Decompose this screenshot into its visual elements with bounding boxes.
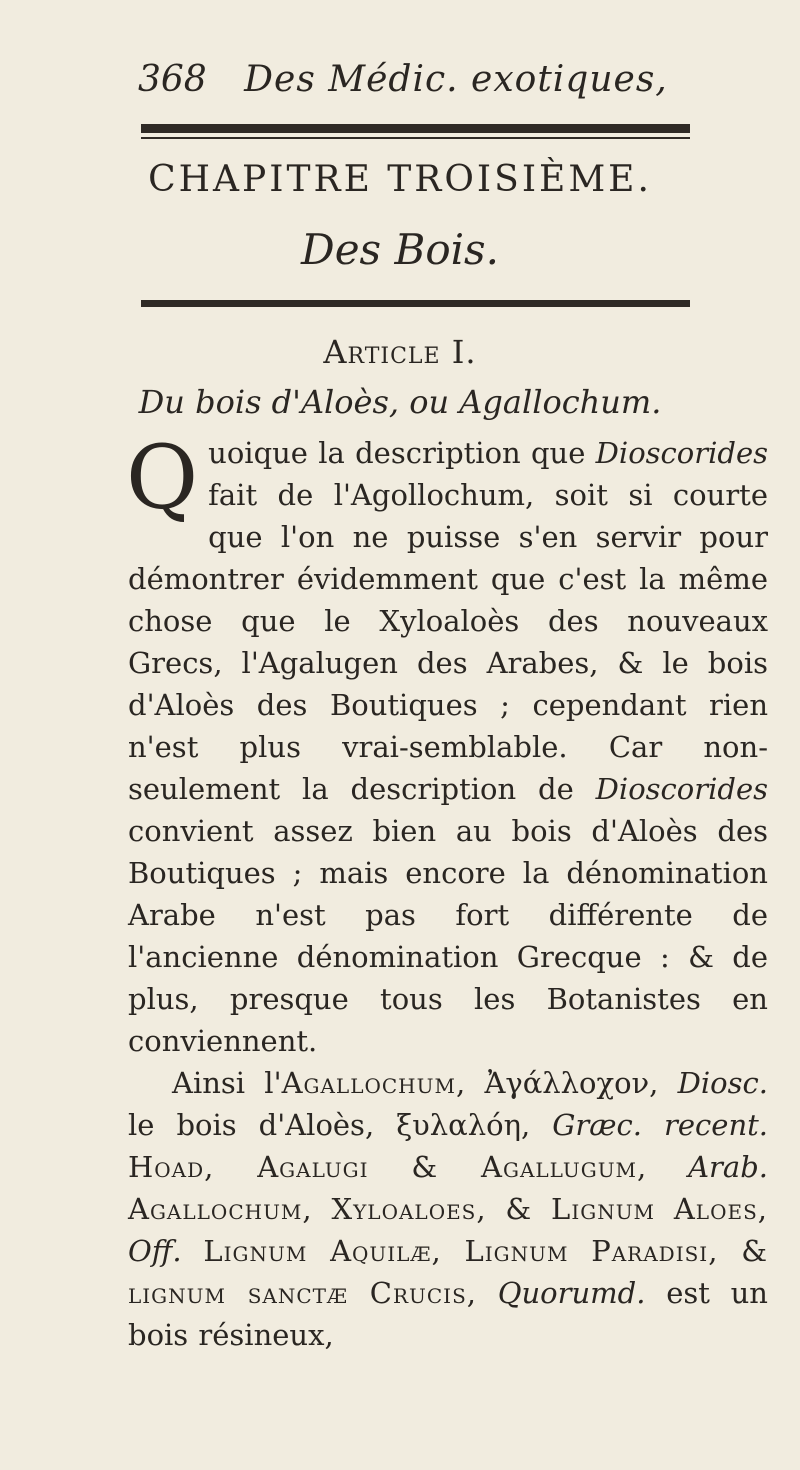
text-run-smallcaps: Lignum Aquilæ, Lignum Paradisi, & lignum sanctæ Crucis,	[128, 1234, 769, 1310]
body-text	[126, 426, 769, 1356]
article-subtitle: Du bois d'Aloès, ou Agallochum.	[138, 383, 662, 421]
text-run-italic: Off.	[128, 1234, 182, 1268]
running-head	[138, 60, 698, 100]
page-number: 368	[138, 59, 207, 100]
text-run	[477, 1276, 498, 1310]
text-run-italic: Dioscorides	[595, 772, 768, 806]
section-title: Des Bois.	[301, 225, 499, 274]
text-run-italic: Dioscorides	[595, 436, 768, 470]
text-run	[182, 1234, 204, 1268]
text-run: , Ἀγάλλοχον,	[455, 1066, 678, 1100]
paragraph-1	[126, 426, 768, 1062]
text-run-italic: Diosc.	[677, 1066, 768, 1100]
text-run: convient assez bien au bois d'Aloès des Boutiques ; mais encore la dénomination Arabe n'est pas fort différente de l'ancienne dénomination Grecque : & de plus, presque tous les Botanistes en conviennent.	[128, 814, 768, 1058]
drop-cap: Q	[126, 426, 199, 529]
text-run-italic: Græc. recent.	[552, 1108, 768, 1142]
header-rule-thin	[141, 137, 690, 139]
text-run-smallcaps: Agallochum	[281, 1066, 456, 1100]
text-run-italic: Arab.	[688, 1150, 768, 1184]
text-run: le bois d'Aloès, ξυλαλόη,	[128, 1108, 553, 1142]
section-rule	[141, 300, 690, 307]
paragraph-2	[128, 1062, 768, 1356]
text-run: est un bois résineux,	[128, 1276, 768, 1352]
running-title: Des Médic. exotiques,	[244, 59, 668, 100]
text-run: ,	[637, 1150, 689, 1184]
header-rule-thick	[141, 124, 690, 133]
chapter-title: CHAPITRE TROISIÈME.	[148, 159, 652, 200]
text-run: fait de l'Agollochum, soit si courte que l'on ne puisse s'en servir pour démontrer évidemment que c'est la même chose que le Xyloaloès des nouveaux Grecs, l'Agalugen des Arabes, & le bois d'Aloès des Boutiques ; cependant rien n'est plus vrai-semblable. Car non-seulement la description de	[128, 478, 768, 806]
article-heading: Article I.	[323, 333, 477, 371]
text-run-smallcaps: Agallochum, Xyloaloes, & Lignum Aloes,	[128, 1192, 768, 1226]
text-run: Ainsi l'	[172, 1066, 282, 1100]
text-run-smallcaps: Hoad, Agalugi & Agallugum	[128, 1150, 638, 1184]
text-run: uoique la description que	[208, 436, 596, 470]
text-run-italic: Quorumd.	[497, 1276, 646, 1310]
